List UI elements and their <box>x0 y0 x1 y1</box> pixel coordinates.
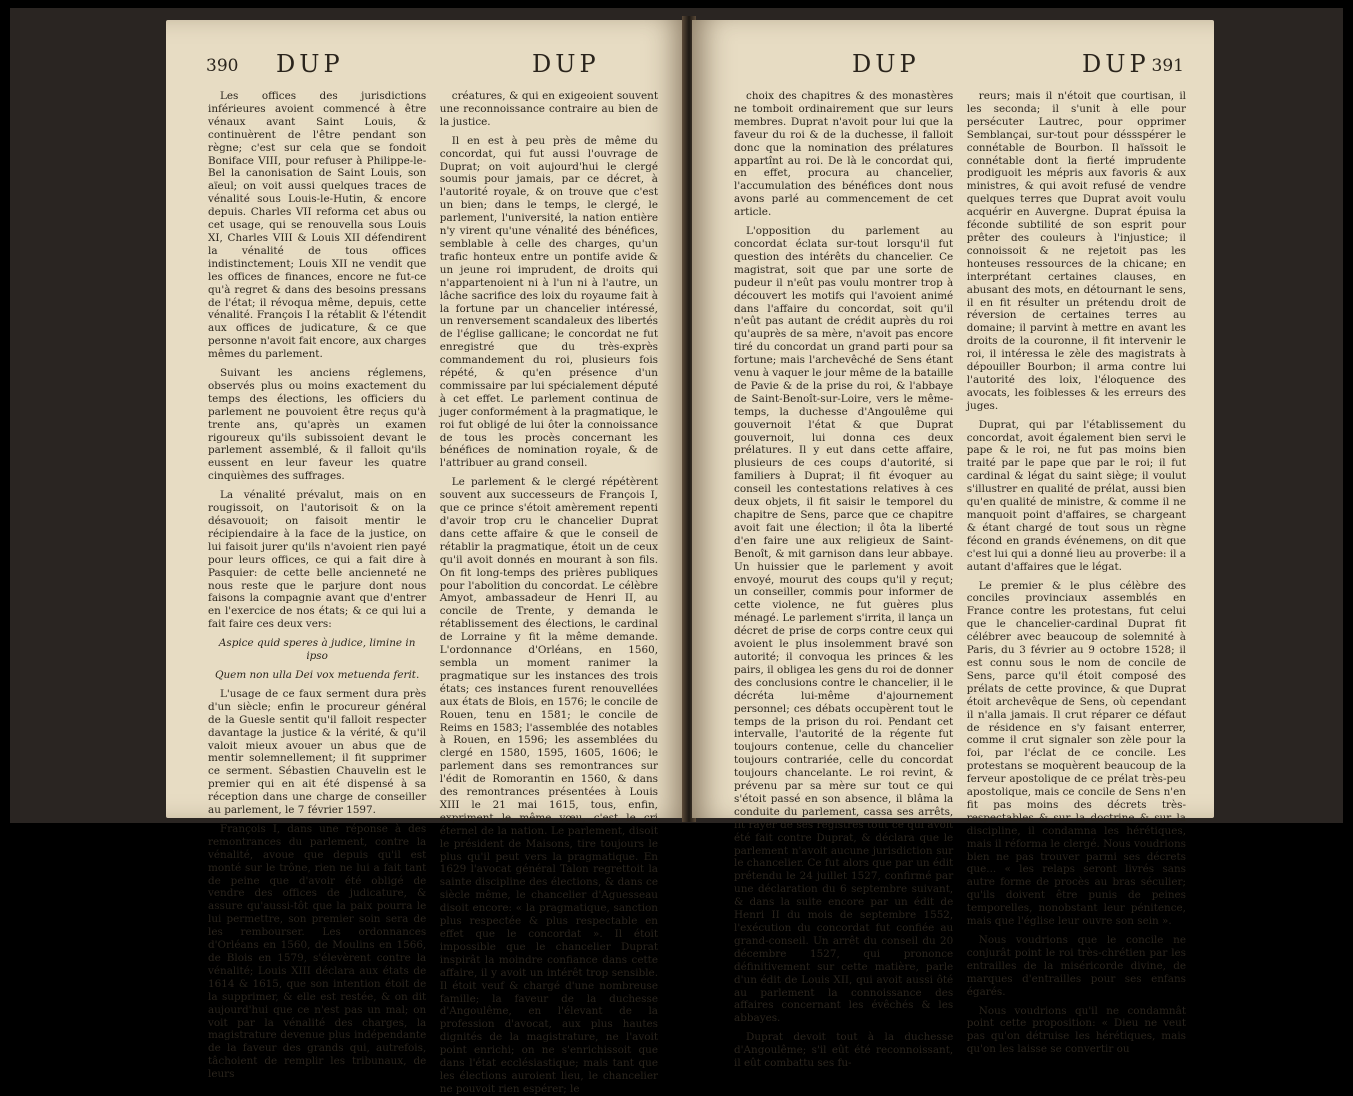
left-page <box>166 20 686 1095</box>
paragraph: Nous voudrions que le concile ne conjurât point le roi très-chrétien par les entrailles de la miséricorde divine, de marques d'entrailles pour ses enfans égarés. <box>966 934 1186 998</box>
left-page-column-2 <box>439 90 658 1095</box>
left-page-body <box>208 90 658 1095</box>
verse-line: Quem non ulla Dei vox metuenda ferit. <box>214 668 420 681</box>
right-page-body <box>734 90 1186 1070</box>
paragraph: Il en est à peu près de même du concordat, qui fut aussi l'ouvrage de Duprat; on voit aujourd'hui le clergé soumis pour jamais, par ce décret, à l'autorité royale, & on trouve que c'est un bien; dans le temps, le clergé, le parlement, l'université, la nation entière n'y virent qu'une vénalité des bénéfices, semblable à celle des charges, qu'un trafic honteux entre un pontife avide & un jeune roi imprudent, de droits qui n'appartenoient ni à l'un ni à l'autre, un lâche sacrifice des loix du royaume fait à la fortune par un chancelier intéressé, un renversement scandaleux des libertés de l'église gallicane; le concordat ne fut enregistré que du très-exprès commandement du roi, plusieurs fois répété, & qu'en présence d'un commissaire par lui spécialement député à cet effet. Le parlement continua de juger conformément à la pragmatique, le roi fut obligé de lui ôter la connoissance de tous les procès concernant les bénéfices de nomination royale, & de l'attribuer au grand conseil. <box>439 134 658 470</box>
verse-line: Aspice quid speres à judice, limine in ipso <box>218 637 416 663</box>
paragraph: Duprat devoit tout à la duchesse d'Angoulême; s'il eût été reconnoissant, il eût combattu ses fu- <box>734 1031 954 1070</box>
paragraph: Le premier & le plus célèbre des conciles provinciaux assemblés en France contre les protestans, fut celui que le chancelier-cardinal Duprat fit célébrer avec beaucoup de solemnité à Paris, du 3 février au 9 octobre 1528; il est connu sous le nom de concile de Sens, parce qu'il étoit composé des prélats de cette province, & que Duprat étoit archevêque de Sens, où cependant il n'alla jamais. Il crut réparer ce défaut de résidence en s'y faisant enterrer, comme il crut signaler son zèle pour la foi, par l'éclat de ce concile. Les protestans se moquèrent beaucoup de la ferveur apostolique de ce prélat très-peu apostolique, mais ce concile de Sens n'en fit pas moins des décrets très-respectables & sur la doctrine & sur la discipline, il condamna les hérétiques, mais il réforma le clergé. Nous voudrions bien ne pas trouver parmi ses décrets que... « les relaps seront livrés sans autre forme de procès au bras séculier; qu'ils doivent être punis de peines temporelles, nonobstant leur pénitence, mais que l'église leur ouvre son sein ». <box>966 579 1186 928</box>
book-spread <box>10 8 1343 1095</box>
paragraph: L'usage de ce faux serment dura près d'un siècle; enfin le procureur général de la Guesle sentit qu'il falloit respecter davantage la justice & la vérité, & qu'il valoit mieux avouer un abus que de mentir solemnellement; il fit supprimer ce serment. Sébastien Chauvelin est le premier qui en ait été dispensé à sa réception dans une charge de conseiller au parlement, le 7 février 1597. <box>208 687 427 817</box>
paragraph: François I, dans une réponse à des remontrances du parlement, contre la vénalité, avoue que depuis qu'il est monté sur le trône, rien ne lui a fait tant de peine que d'avoir été obligé de vendre des offices de judicature, & assure qu'aussi-tôt que la paix pourra le lui permettre, son premier soin sera de les rembourser. Les ordonnances d'Orléans en 1560, de Moulins en 1566, de Blois en 1579, s'élevèrent contre la vénalité; Louis XIII déclara aux états de 1614 & 1615, que son intention étoit de la supprimer, & elle est restée, & on dit aujourd'hui que ce n'est pas un mal; on voit par la vénalité des charges, la magistrature devenue plus indépendante de la faveur des grands qui, autrefois, tâchoient de remplir les tribunaux, de leurs <box>208 822 427 1081</box>
paragraph: créatures, & qui en exigeoient souvent une reconnoissance contraire au bien de la justice. <box>439 90 658 128</box>
left-header-word-1: DUP <box>276 50 344 78</box>
right-page-number: 391 <box>1151 56 1184 76</box>
left-header-word-2: DUP <box>532 50 600 78</box>
right-header-word-2: DUP <box>1082 50 1150 78</box>
paragraph: L'opposition du parlement au concordat éclata sur-tout lorsqu'il fut question des intérêts du chancelier. Ce magistrat, soit que par une sorte de pudeur il n'eût pas voulu montrer trop à découvert les motifs qui l'avoient animé dans l'affaire du concordat, soit qu'il n'eût pas autant de crédit auprès du roi qu'auprès de sa mère, n'avoit pas encore tiré du concordat un grand parti pour sa fortune; mais l'archevêché de Sens étant venu à vaquer le jour même de la bataille de Pavie & de la prise du roi, & l'abbaye de Saint-Benoît-sur-Loire, vers le même-temps, la duchesse d'Angoulême qui gouvernoit l'état & que Duprat gouvernoit, lui donna ces deux prélatures. Il y eut dans cette affaire, plusieurs de ces coups d'autorité, si familiers à Duprat; il fit évoquer au conseil les contestations relatives à ces deux objets, il fit saisir le temporel du chapitre de Sens, parce que ce chapitre avoit fait une élection; il ôta la liberté d'en faire une aux religieux de Saint-Benoît, & mit garnison dans leur abbaye. Un huissier que le parlement y avoit envoyé, mourut des coups qu'il y reçut; un conseiller, commis pour informer de cette violence, ne fut guères plus ménagé. Le parlement s'irrita, il lança un décret de prise de corps contre ceux qui avoient le plus insolemment bravé son autorité; il convoqua les princes & les pairs, il obligea les gens du roi de donner des conclusions contre le chancelier, il le décréta lui-même d'ajournement personnel; ces débats occupèrent tout le temps de la prison du roi. Pendant cet intervalle, l'autorité de la régente fut toujours contenue, celle du chancelier toujours contrariée, celle du concordat toujours chancelante. Le roi revint, & prévenu par sa mère sur tout ce qui s'étoit passé en son absence, il blâma la conduite du parlement, cassa ses arrêts, fit rayer de ses registres tout ce qui avoit été fait contre Duprat, & déclara que le parlement n'avoit aucune jurisdiction sur le chancelier. Ce fut alors que par un édit prétendu le 24 juillet 1527, confirmé par une déclaration du 6 septembre suivant, & dans la suite encore par un édit de Henri II du mois de septembre 1552, l'exécution du concordat fut confiée au grand-conseil. Un arrêt du conseil du 20 décembre 1527, qui prononce définitivement sur cette matière, parle d'un édit de Louis XII, qui avoit aussi ôté au parlement la connoissance des affaires concernant les évêchés & les abbayes. <box>734 225 954 1025</box>
paragraph: choix des chapitres & des monastères ne tomboit ordinairement que sur leurs membres. Duprat n'avoit pour lui que la faveur du roi & de la duchesse, il falloit donc que la nomination des prélatures appartînt au roi. De là le concordat qui, en effet, procura au chancelier, l'accumulation des bénéfices dont nous avons parlé au commencement de cet article. <box>734 90 954 219</box>
right-header-word-1: DUP <box>852 50 920 78</box>
paragraph: Suivant les anciens réglemens, observés plus ou moins exactement du temps des élections, les officiers du parlement ne pouvoient être reçus qu'à trente ans, qu'après un examen rigoureux qu'ils subissoient devant le parlement assemblé, & il falloit qu'ils eussent en leur faveur les quatre cinquièmes des suffrages. <box>208 367 427 483</box>
left-page-header <box>206 50 656 80</box>
right-page-column-2 <box>966 90 1186 1056</box>
right-page-header <box>732 50 1184 80</box>
left-page-number: 390 <box>206 56 239 76</box>
paragraph: reurs; mais il n'étoit que courtisan, il les seconda; il s'unit à elle pour persécuter Lautrec, pour opprimer Semblançai, sur-tout pour déssspérer le connétable de Bourbon. Il haïssoit le connétable dont la fierté imprudente prodiguoit les mépris aux favoris & aux ministres, & qui avoit refusé de vendre quelques terres que Duprat avoit voulu acquérir en Auvergne. Duprat épuisa la féconde subtilité de son esprit pour prêter des couleurs à l'injustice; il connoissoit & ne rejetoit pas les honteuses ressources de la chicane; en interprétant certaines clauses, en abusant des mots, en détournant le sens, il en fit résulter un prétendu droit de réversion de certaines terres au domaine; il parvint à mettre en avant les droits de la couronne, il fit intervenir le roi, il intéressa le zèle des magistrats à dépouiller Bourbon; il arma contre lui l'autorité des loix, l'éloquence des avocats, les foiblesses & les erreurs des juges. <box>966 90 1186 412</box>
paragraph: Le parlement & le clergé répétèrent souvent aux successeurs de François I, que ce prince s'étoit amèrement repenti d'avoir trop cru le chancelier Duprat dans cette affaire & que le conseil de rétablir la pragmatique, étoit un de ceux qu'il avoit donnés en mourant à son fils. On fit long-temps des prières publiques pour l'abolition du concordat. Le célèbre Amyot, ambassadeur de Henri II, au concile de Trente, y demanda le rétablissement des élections, le cardinal de Lorraine y fit la même demande. L'ordonnance d'Orléans, en 1560, sembla un moment ranimer la pragmatique sur les instances des trois états; ces instances furent renouvellées aux états de Blois, en 1576; le concile de Rouen, tenu en 1581; le concile de Reims en 1583; l'assemblée des notables à Rouen, en 1596; les assemblées du clergé en 1580, 1595, 1605, 1606; le parlement dans ses remontrances sur l'édit de Romorantin en 1560, & dans des remontrances présentées à Louis XIII le 21 mai 1615, tous, enfin, expriment le même vœu, c'est le cri éternel de la nation. Le parlement, disoit le président de Maisons, tire toujours le plus qu'il peut vers la pragmatique. En 1629 l'avocat général Talon regrettoit la sainte discipline des élections, & dans ce siècle même, le chancelier d'Aguesseau disoit encore: « la pragmatique, sanction plus respectée & plus respectable en effet que le concordat ». Il étoit impossible que le chancelier Duprat inspirât la moindre confiance dans cette affaire, il y avoit un intérêt trop sensible. Il étoit veuf & chargé d'une nombreuse famille; la faveur de la duchesse d'Angoulême, en l'élevant de la profession d'avocat, aux plus hautes dignités de la magistrature, ne l'avoit point enrichi; on ne s'enrichissoit que dans l'état ecclésiastique; mais tant que les élections auroient lieu, le chancelier ne pouvoit rien espérer; le <box>439 476 658 1095</box>
right-page-column-1 <box>734 90 954 1070</box>
paragraph: Nous voudrions qu'il ne condamnât point cette proposition: « Dieu ne veut pas qu'on détruise les hérétiques, mais qu'on les laisse se convertir ou <box>966 1004 1186 1056</box>
right-page <box>692 20 1214 1070</box>
left-page-column-1 <box>208 90 427 1081</box>
paragraph: Duprat, qui par l'établissement du concordat, avoit également bien servi le pape & le roi, ne fut pas moins bien traité par le pape que par le roi; il fut cardinal & légat du saint siège; il voulut s'illustrer en qualité de prélat, aussi bien qu'en qualité de ministre, & comme il ne manquoit point d'affaires, se chargeant & étant chargé de tout sous un règne fécond en grands événemens, on dit que c'est lui qui a donné lieu au proverbe: il a autant d'affaires que le légat. <box>966 418 1186 573</box>
paragraph: Les offices des jurisdictions inférieures avoient commencé à être vénaux avant Saint Louis, & continuèrent de l'être pendant son règne; c'est sur cela que se fondoit Boniface VIII, pour refuser à Philippe-le-Bel la canonisation de Saint Louis, son aïeul; on voit aussi quelques traces de vénalité sous Louis-le-Hutin, & encore depuis. Charles VII reforma cet abus ou cet usage, qui se renouvella sous Louis XI, Charles VIII & Louis XII défendirent la vénalité de tous offices indistinctement; Louis XII ne vendit que les offices de finances, encore ne fut-ce qu'à regret & dans des besoins pressans de l'état; il révoqua même, depuis, cette vénalité. François I la rétablit & l'étendit aux offices de judicature, & ce que personne n'avoit fait encore, aux charges mêmes du parlement. <box>208 90 427 361</box>
paragraph: La vénalité prévalut, mais on en rougissoit, on l'autorisoit & on la désavouoit; on faisoit mentir le récipiendaire à la face de la justice, on lui faisoit jurer qu'ils n'avoient rien payé pour leurs offices, ce qui a fait dire à Pasquier: de cette belle ancienneté ne nous reste que le parjure dont nous faisons la compagnie avant que d'entrer en l'exercice de nos états; & ce qui lui a fait faire ces deux vers: <box>208 489 427 631</box>
